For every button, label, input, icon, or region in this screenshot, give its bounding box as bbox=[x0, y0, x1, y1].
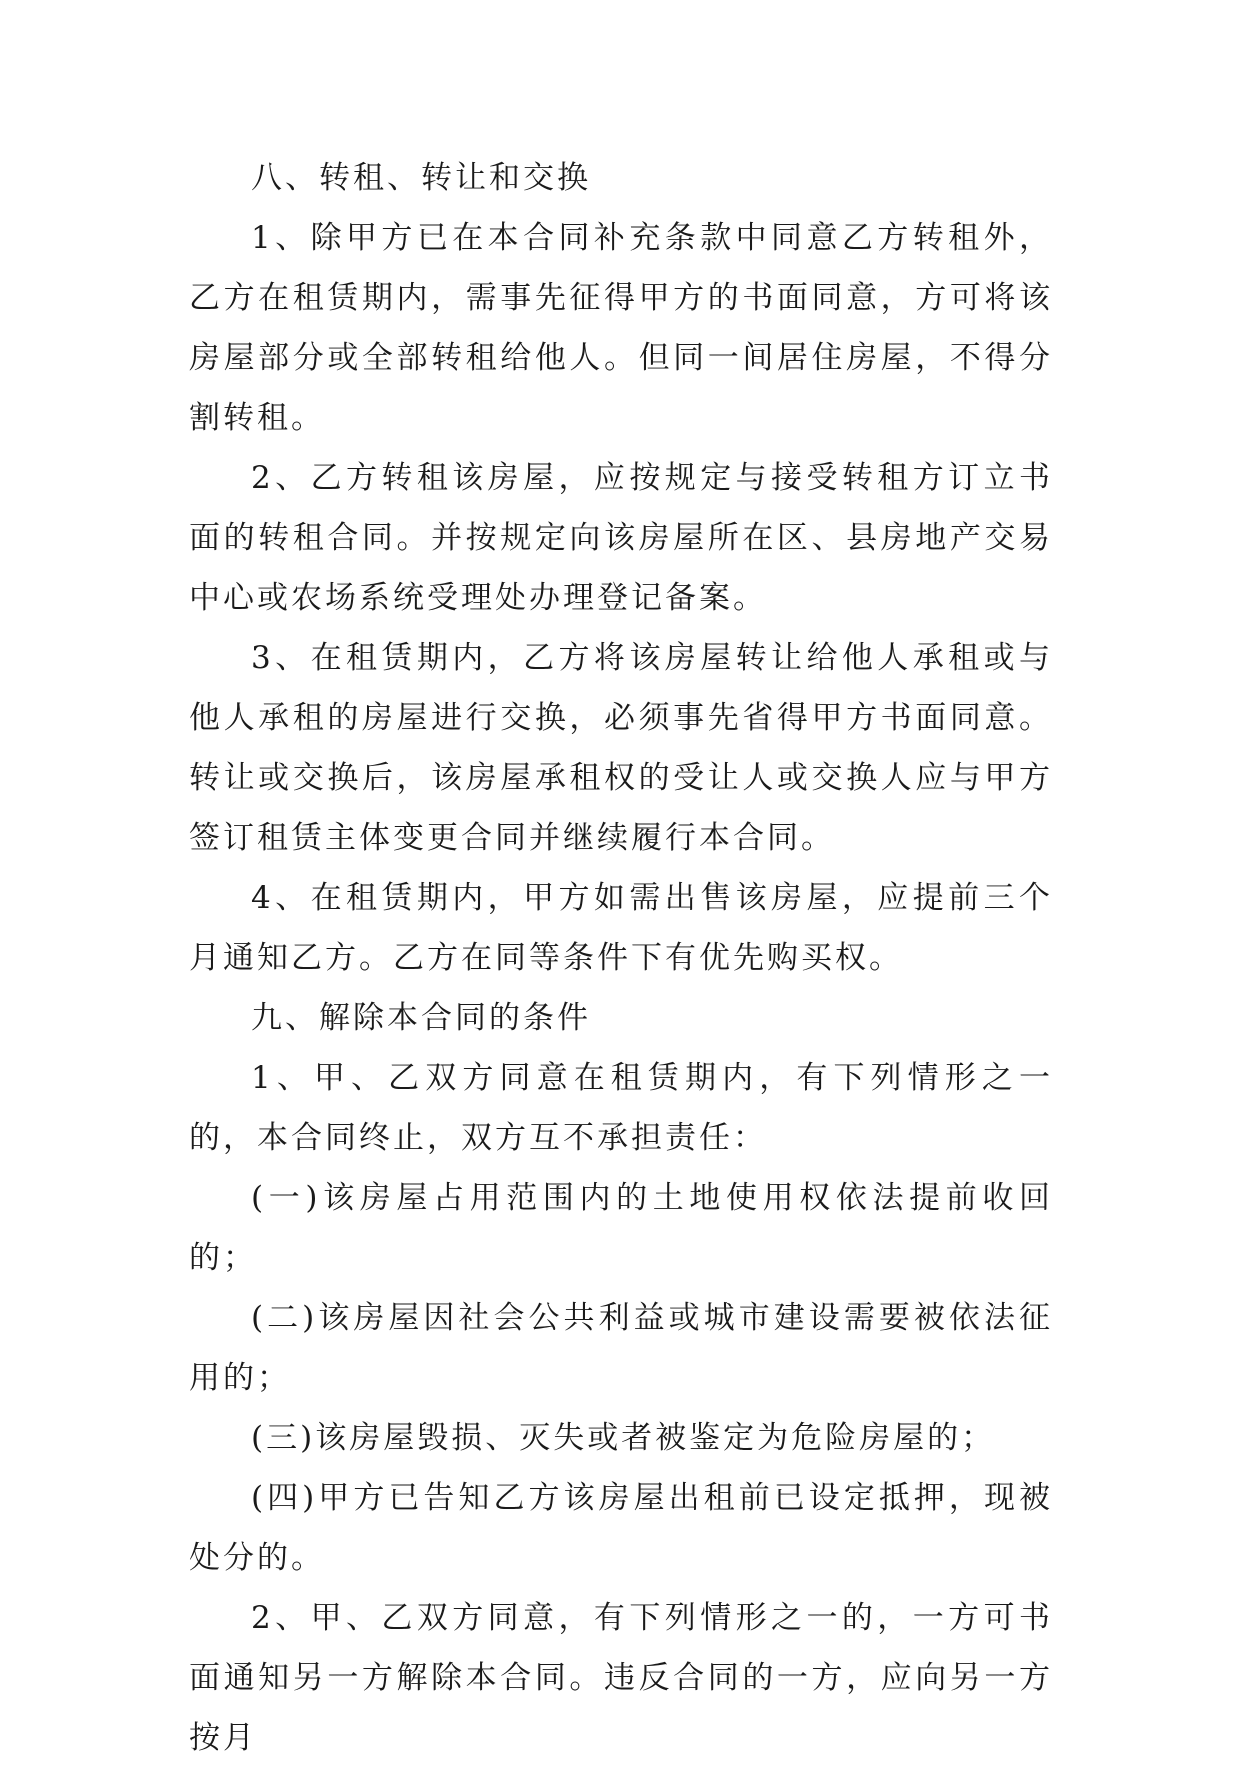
clause-9-1-item-2: (二)该房屋因社会公共利益或城市建设需要被依法征用的； bbox=[189, 1300, 1053, 1396]
clause-8-2: 2、乙方转租该房屋，应按规定与接受转租方订立书面的转租合同。并按规定向该房屋所在区、县房地产交易中心或农场系统受理处办理登记备案。 bbox=[189, 460, 1053, 616]
clause-9-1-item-4: (四)甲方已告知乙方该房屋出租前已设定抵押，现被处分的。 bbox=[189, 1480, 1053, 1576]
section-heading-9: 九、解除本合同的条件 bbox=[251, 1000, 591, 1036]
clause-8-4: 4、在租赁期内，甲方如需出售该房屋，应提前三个月通知乙方。乙方在同等条件下有优先购买权。 bbox=[189, 880, 1053, 976]
section-heading-8: 八、转租、转让和交换 bbox=[251, 160, 591, 196]
clause-9-2: 2、甲、乙双方同意，有下列情形之一的，一方可书面通知另一方解除本合同。违反合同的一方，应向另一方按月 bbox=[189, 1600, 1053, 1756]
document-page bbox=[189, 148, 1053, 1768]
clause-9-1-item-3: (三)该房屋毁损、灭失或者被鉴定为危险房屋的； bbox=[251, 1420, 996, 1456]
clause-8-1: 1、除甲方已在本合同补充条款中同意乙方转租外，乙方在租赁期内，需事先征得甲方的书面同意，方可将该房屋部分或全部转租给他人。但同一间居住房屋，不得分割转租。 bbox=[189, 220, 1053, 436]
clause-9-1-item-1: (一)该房屋占用范围内的土地使用权依法提前收回的； bbox=[189, 1180, 1053, 1276]
clause-8-3: 3、在租赁期内，乙方将该房屋转让给他人承租或与他人承租的房屋进行交换，必须事先省得甲方书面同意。转让或交换后，该房屋承租权的受让人或交换人应与甲方签订租赁主体变更合同并继续履行本合同。 bbox=[189, 640, 1053, 856]
clause-9-1: 1、甲、乙双方同意在租赁期内，有下列情形之一的，本合同终止，双方互不承担责任： bbox=[189, 1060, 1053, 1156]
